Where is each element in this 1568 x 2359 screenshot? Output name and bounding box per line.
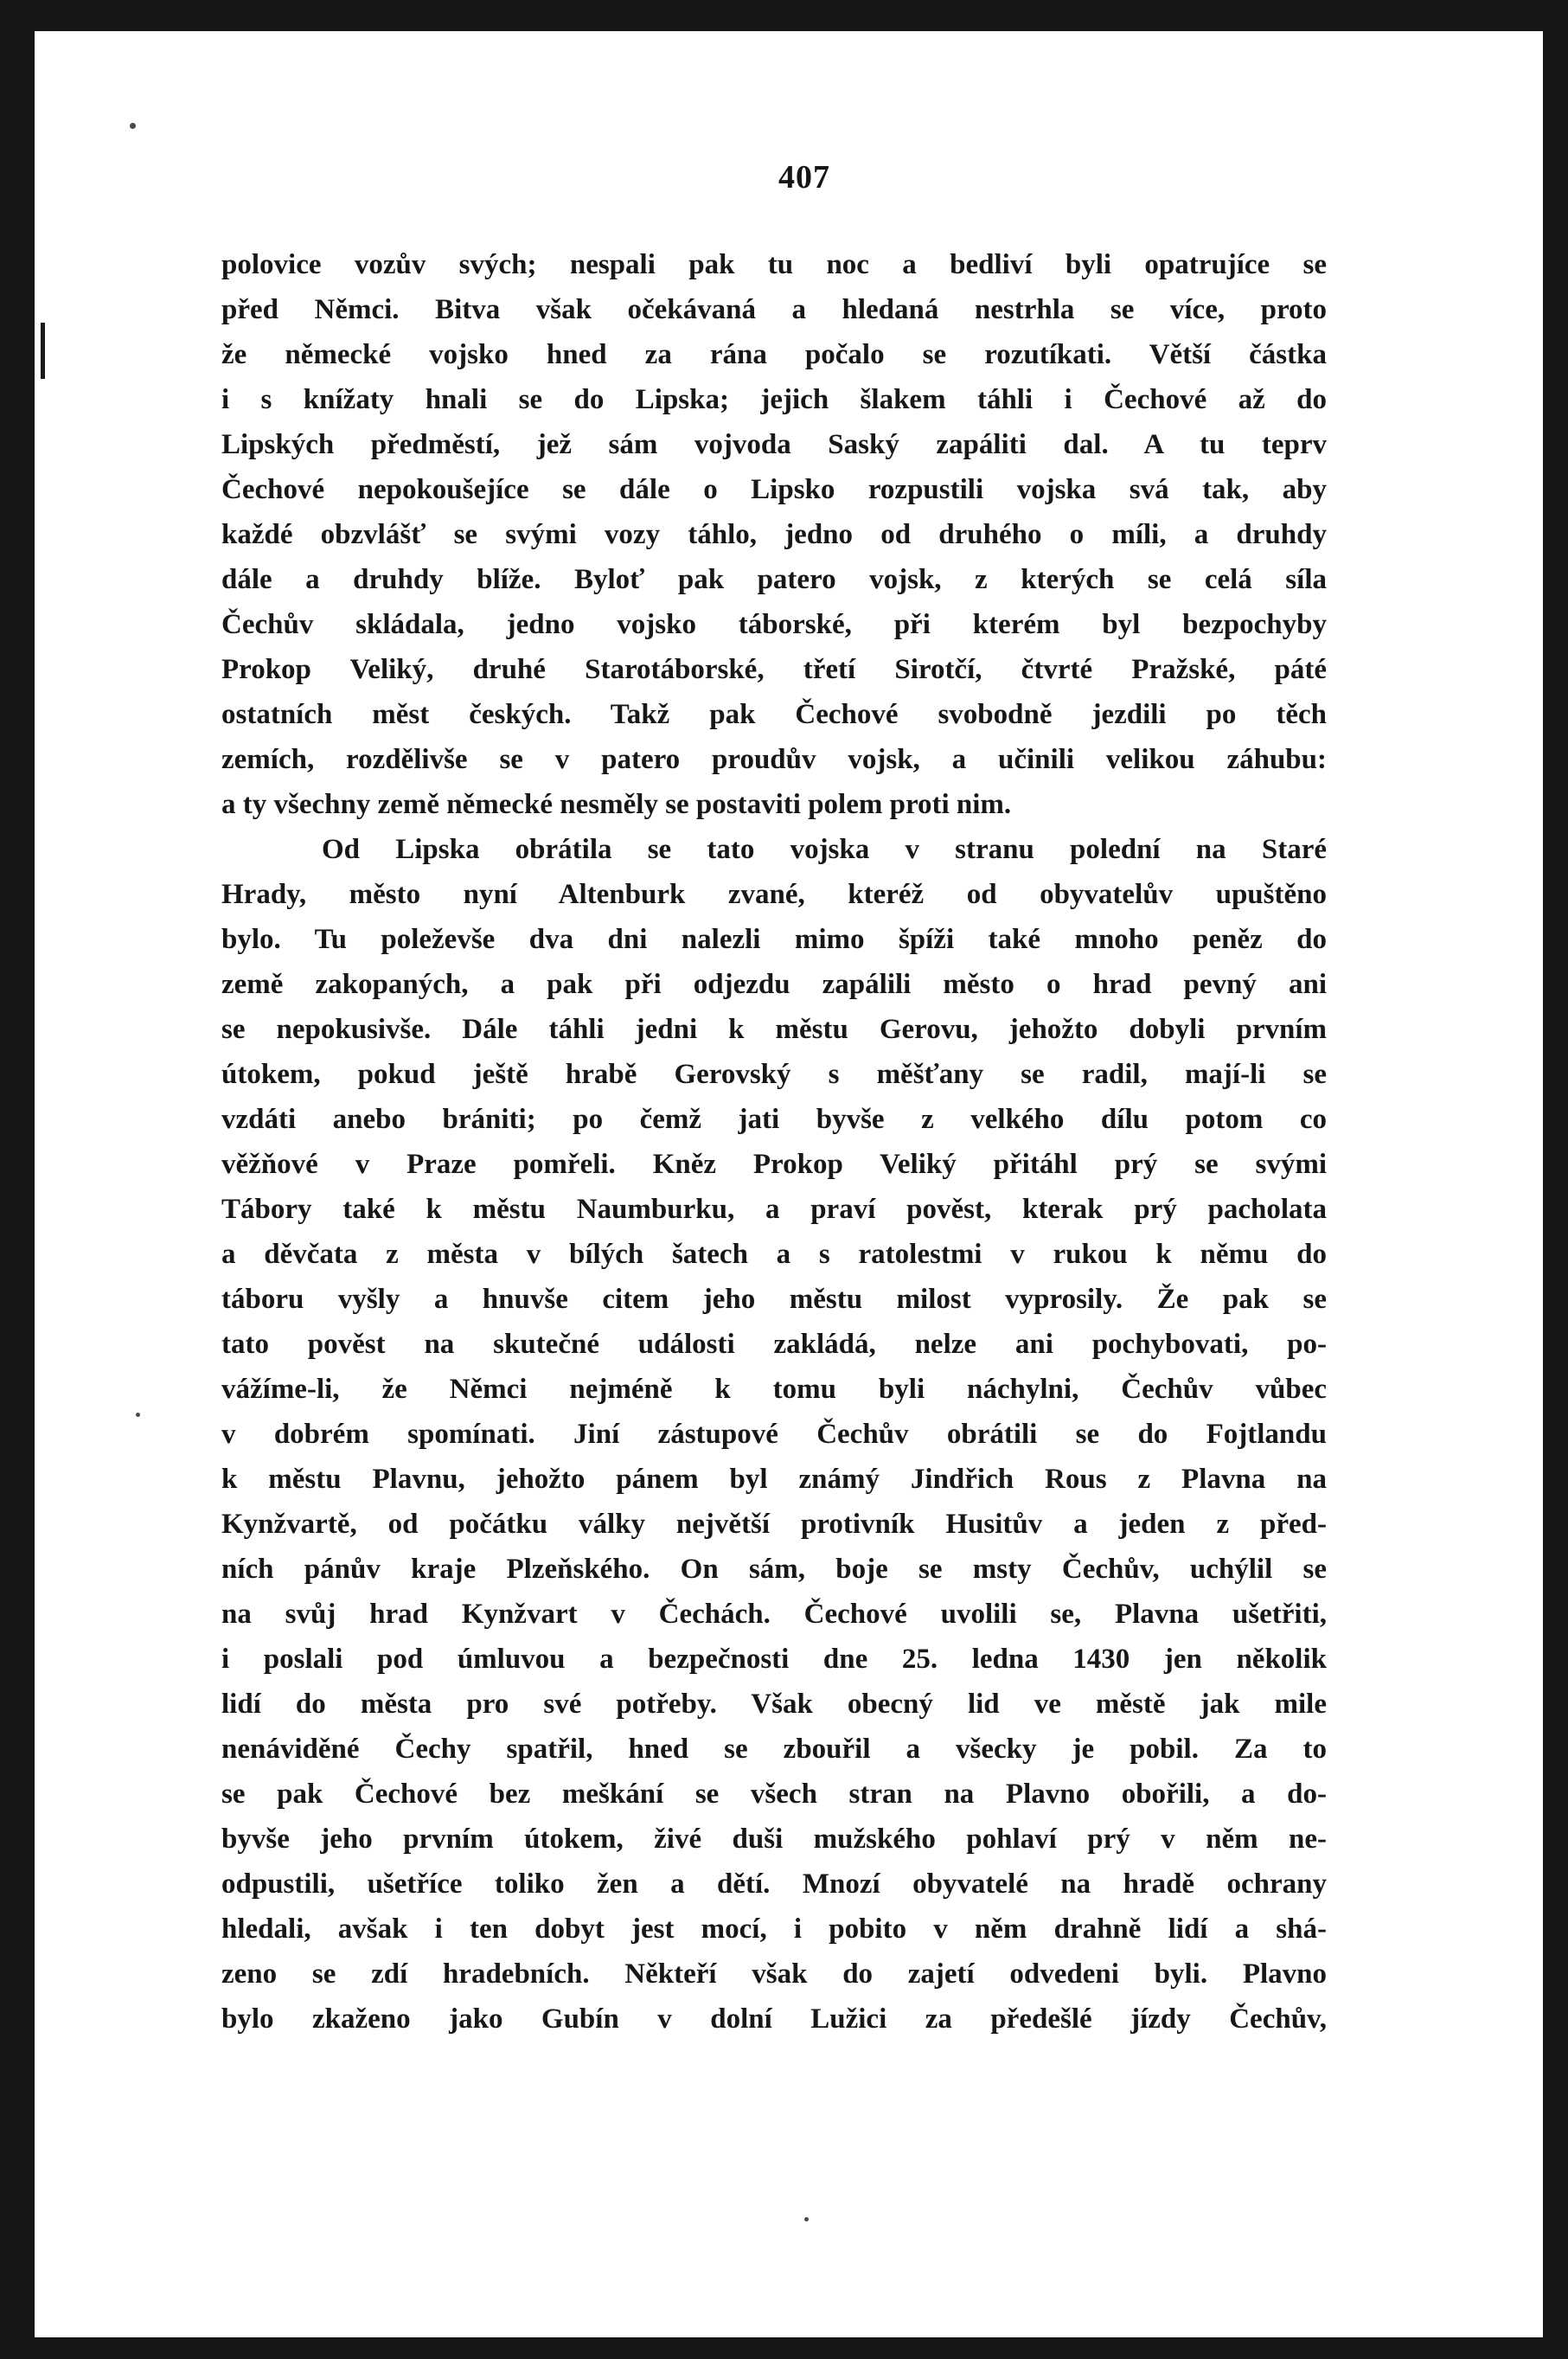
text-line: vážíme-li, že Němci nejméně k tomu byli náchylni, Čechův vůbec — [221, 1374, 1327, 1405]
text-line: se nepokusivše. Dále táhli jedni k městu Gerovu, jehožto dobyli prvním — [221, 1014, 1327, 1045]
text-line: ostatních měst českých. Takž pak Čechové svobodně jezdili po těch — [221, 699, 1327, 730]
text-line: Čechův skládala, jedno vojsko táborské, při kterém byl bezpochyby — [221, 609, 1327, 640]
text-line: k městu Plavnu, jehožto pánem byl známý Jindřich Rous z Plavna na — [221, 1464, 1327, 1495]
text-line: Kynžvartě, od počátku války největší protivník Husitův a jeden z před- — [221, 1509, 1327, 1540]
page-number: 407 — [778, 159, 830, 196]
text-line: nenáviděné Čechy spatřil, hned se zbouřil a všecky je pobil. Za to — [221, 1734, 1327, 1765]
text-line: Hrady, město nyní Altenburk zvané, kteréž od obyvatelův upuštěno — [221, 879, 1327, 910]
text-line: Čechové nepokoušejíce se dále o Lipsko rozpustili vojska svá tak, aby — [221, 474, 1327, 505]
text-line: byvše jeho prvním útokem, živé duši mužského pohlaví prý v něm ne- — [221, 1824, 1327, 1855]
binding-shadow-mark — [41, 323, 45, 379]
text-line: zemích, rozdělivše se v patero proudův vojsk, a učinili velikou záhubu: — [221, 744, 1327, 775]
text-line: v dobrém spomínati. Jiní zástupové Čechův obrátili se do Fojtlandu — [221, 1419, 1327, 1450]
scan-speck-dot — [804, 2217, 809, 2221]
text-line: táboru vyšly a hnuvše citem jeho městu milost vyprosily. Že pak se — [221, 1284, 1327, 1315]
text-line: zeno se zdí hradebních. Někteří však do zajetí odvedeni byli. Plavno — [221, 1958, 1327, 1990]
paragraph — [221, 242, 1327, 827]
text-line: útokem, pokud ještě hrabě Gerovský s měšťany se radil, mají-li se — [221, 1059, 1327, 1090]
text-line: Od Lipska obrátila se tato vojska v stranu polední na Staré — [322, 834, 1327, 865]
text-line: se pak Čechové bez meškání se všech stran na Plavno obořili, a do- — [221, 1779, 1327, 1810]
text-line: před Němci. Bitva však očekávaná a hledaná nestrhla se více, proto — [221, 294, 1327, 325]
text-line: věžňové v Praze pomřeli. Kněz Prokop Veliký přitáhl prý se svými — [221, 1149, 1327, 1180]
text-line: bylo. Tu poleževše dva dni nalezli mimo špíži také mnoho peněz do — [221, 924, 1327, 955]
text-line: a děvčata z města v bílých šatech a s ratolestmi v rukou k němu do — [221, 1239, 1327, 1270]
text-line: polovice vozův svých; nespali pak tu noc a bedliví byli opatrujíce se — [221, 249, 1327, 280]
text-line: hledali, avšak i ten dobyt jest mocí, i pobito v něm drahně lidí a shá- — [221, 1913, 1327, 1945]
text-line: bylo zkaženo jako Gubín v dolní Lužici za předešlé jízdy Čechův, — [221, 2003, 1327, 2035]
text-line: Lipských předměstí, jež sám vojvoda Saský zapáliti dal. A tu teprv — [221, 429, 1327, 460]
scan-speck-dot — [136, 1413, 140, 1417]
scan-speck-dot — [130, 123, 136, 129]
text-line: Prokop Veliký, druhé Starotáborské, třetí Sirotčí, čtvrté Pražské, páté — [221, 654, 1327, 685]
text-line: tato pověst na skutečné události zakládá, nelze ani pochybovati, po- — [221, 1329, 1327, 1360]
text-line: země zakopaných, a pak při odjezdu zapálili město o hrad pevný ani — [221, 969, 1327, 1000]
text-line: i poslali pod úmluvou a bezpečnosti dne 25. ledna 1430 jen několik — [221, 1644, 1327, 1675]
text-line: na svůj hrad Kynžvart v Čechách. Čechové uvolili se, Plavna ušetřiti, — [221, 1599, 1327, 1630]
text-line: a ty všechny země německé nesměly se postaviti polem proti nim. — [221, 789, 1012, 820]
text-line: Tábory také k městu Naumburku, a praví pověst, kterak prý pacholata — [221, 1194, 1327, 1225]
body-text — [221, 242, 1327, 2042]
text-line: vzdáti anebo brániti; po čemž jati byvše z velkého dílu potom co — [221, 1104, 1327, 1135]
text-line: odpustili, ušetříce toliko žen a dětí. Mnozí obyvatelé na hradě ochrany — [221, 1869, 1327, 1900]
text-line: i s knížaty hnali se do Lipska; jejich šlakem táhli i Čechové až do — [221, 384, 1327, 415]
text-line: ních pánův kraje Plzeňského. On sám, boje se msty Čechův, uchýlil se — [221, 1554, 1327, 1585]
text-line: dále a druhdy blíže. Byloť pak patero vojsk, z kterých se celá síla — [221, 564, 1327, 595]
text-line: každé obzvlášť se svými vozy táhlo, jedno od druhého o míli, a druhdy — [221, 519, 1327, 550]
text-line: že německé vojsko hned za rána počalo se rozutíkati. Větší částka — [221, 339, 1327, 370]
text-line: lidí do města pro své potřeby. Však obecný lid ve městě jak mile — [221, 1689, 1327, 1720]
paragraph — [221, 827, 1327, 2042]
